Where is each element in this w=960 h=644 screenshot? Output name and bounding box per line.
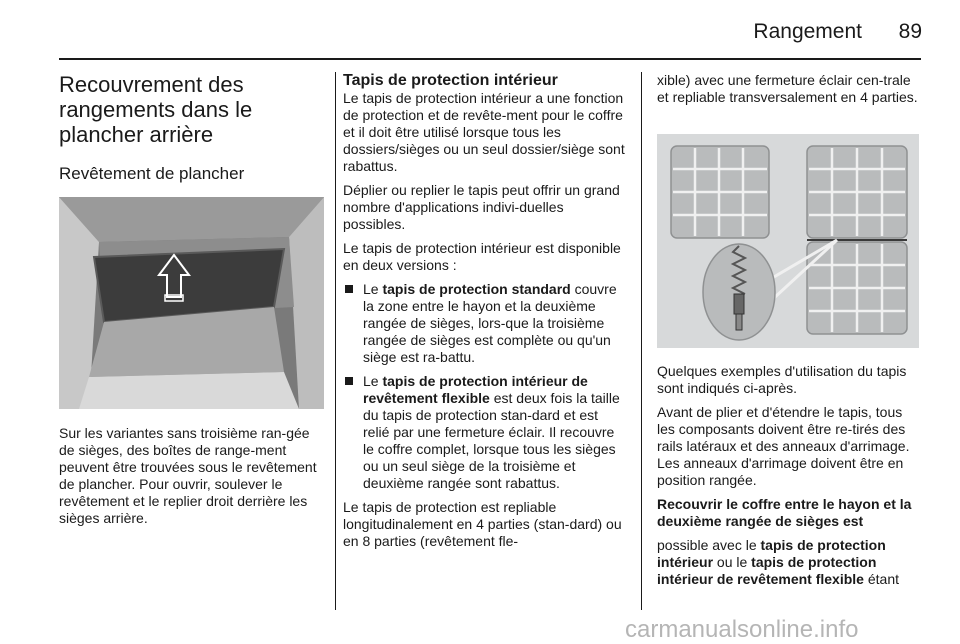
paragraph: xible) avec une fermeture éclair cen-trale et repliable transversalement en 4 parties. — [657, 72, 918, 105]
floor-covering-text: Sur les variantes sans troisième ran-gée de sièges, des boîtes de range-ment peuvent être trouvées sous le revêtement de plancher. Pour ouvrir, soulever le revêtement et le replier droit derrière les sièges arrière. — [59, 425, 317, 526]
column-2 — [343, 72, 627, 557]
column-3 — [657, 72, 923, 595]
section-title: Rangement — [753, 20, 862, 43]
column-divider-2 — [641, 72, 642, 610]
zipper-icon — [703, 244, 775, 340]
list-item: Le tapis de protection standard couvre la zone entre le hayon et la deuxième rangée de sièges, lors-que la troisième rangée de sièges est complète ou qu'un siège est ra-battu. — [343, 281, 627, 366]
header-divider — [59, 58, 921, 60]
paragraph: Le tapis de protection est repliable longitudinalement en 4 parties (stan-dard) ou en 8 parties (revêtement fle- — [343, 499, 622, 549]
paragraph: Déplier ou replier le tapis peut offrir un grand nombre d'applications indivi-duelles possibles. — [343, 182, 620, 232]
trunk-floor-photo — [59, 197, 324, 409]
main-heading: Recouvrement des rangements dans le plancher arrière — [59, 72, 253, 147]
column-1 — [59, 72, 327, 534]
paragraph: Le tapis de protection intérieur a une fonction de protection et de revête-ment pour le coffre et il doit être utilisé lorsque tous les dossiers/sièges ou un seul dossier/siège sont rabattus. — [343, 90, 625, 174]
bullet-icon — [345, 285, 353, 293]
cover-trunk-heading: Recouvrir le coffre entre le hayon et la deuxième rangée de sièges est — [657, 496, 912, 529]
protection-mat-heading: Tapis de protection intérieur — [343, 72, 558, 89]
watermark: carmanualsonline.info — [625, 616, 859, 643]
column-divider-1 — [335, 72, 336, 610]
floor-covering-heading: Revêtement de plancher — [59, 164, 245, 183]
paragraph: Avant de plier et d'étendre le tapis, tous les composants doivent être re-tirés des rails latéraux et des anneaux d'arrimage. Les anneaux d'arrimage doivent être en position rangée. — [657, 404, 910, 488]
paragraph: possible avec le tapis de protection intérieur ou le tapis de protection intérieur de revêtement flexible étant — [657, 537, 899, 587]
page-number: 89 — [898, 20, 922, 43]
paragraph: Le tapis de protection intérieur est disponible en deux versions : — [343, 240, 621, 273]
paragraph: Quelques exemples d'utilisation du tapis sont indiqués ci-après. — [657, 363, 907, 396]
mat-folding-illustration — [657, 134, 919, 348]
list-item: Le tapis de protection intérieur de revêtement flexible est deux fois la taille du tapis de protection stan-dard et est relié par une fermeture éclair. Il recouvre le coffre complet, lorsque tous les sièges ou un seul siège de la troisième et deuxième rangée sont rabattus. — [343, 373, 627, 492]
page-header — [0, 0, 960, 60]
bullet-icon — [345, 377, 353, 385]
versions-list — [343, 281, 627, 492]
